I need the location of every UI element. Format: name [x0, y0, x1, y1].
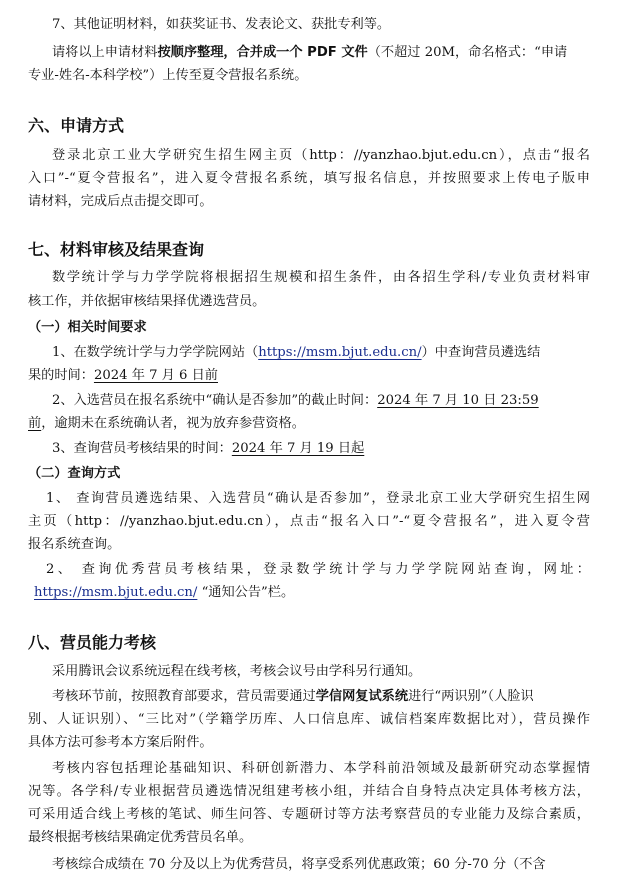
confirm-deadline-suffix: 前 — [28, 416, 42, 431]
section-8-para-3-line-1: 考核内容包括理论基础知识、科研创新潜力、本学科前沿领域及最新研究动态掌握情 — [52, 761, 590, 776]
chsi-retest-system: 学信网复试系统 — [315, 689, 409, 704]
section-8-para-3-line-4: 最终根据考核结果确定优秀营员名单。 — [28, 830, 253, 845]
section-8-para-4-line-1: 考核综合成绩在 70 分及以上为优秀营员，将享受系列优惠政策；60 分-70 分（不含 — [52, 857, 546, 872]
result-query-date: 2024 年 7 月 6 日前 — [93, 368, 218, 383]
section-6-heading: 六、申请方式 — [28, 116, 125, 135]
time-item-2-line-2: 前，逾期未在系统确认者，视为放弃参营资格。 — [28, 416, 305, 431]
section-8-para-2-line-1: 考核环节前，按照教育部要求，营员需要通过学信网复试系统进行“两识别”（人脸识 — [52, 689, 534, 704]
time-item-2-line-1: 2、入选营员在报名系统中“确认是否参加”的截止时间：2024 年 7 月 10 日 23:59 — [52, 393, 539, 408]
upload-instruction-line-2: 专业-姓名-本科学校”）上传至夏令营报名系统。 — [28, 68, 308, 83]
item-7-other-materials: 7、其他证明材料，如获奖证书、发表论文、获批专利等。 — [52, 17, 391, 32]
query-item-2-line-1: 2、 查询优秀营员考核结果，登录数学统计学与力学学院网站查询，网址： — [46, 562, 590, 577]
subsection-time-requirements: （一）相关时间要求 — [28, 320, 147, 335]
query-item-2-line-2: https://msm.bjut.edu.cn/ “通知公告”栏。 — [34, 585, 295, 600]
msm-website-link[interactable]: https://msm.bjut.edu.cn/ — [258, 345, 422, 360]
section-6-line-1: 登录北京工业大学研究生招生网主页（http：//yanzhao.bjut.edu.cn），点击“报名 — [52, 148, 590, 163]
section-8-para-2-line-2: 别、人证识别）、“三比对”（学籍学历库、人口信息库、诚信档案库数据比对），营员操作 — [28, 712, 590, 727]
section-8-heading: 八、营员能力考核 — [28, 633, 157, 652]
subsection-query-method: （二）查询方式 — [28, 466, 121, 481]
section-7-intro-line-1: 数学统计学与力学学院将根据招生规模和招生条件，由各招生学科/专业负责材料审 — [52, 270, 590, 285]
time-item-1-line-2: 果的时间：2024 年 7 月 6 日前 — [28, 368, 218, 383]
query-item-1-line-1: 1、 查询营员遴选结果、入选营员“确认是否参加”，登录北京工业大学研究生招生网 — [46, 491, 590, 506]
section-8-para-3-line-2: 况等。各学科/专业根据营员遴选情况组建考核小组，并结合自身特点决定具体考核方法， — [28, 784, 590, 799]
section-6-line-3: 请材料，完成后点击提交即可。 — [28, 194, 213, 209]
msm-website-link-2[interactable]: https://msm.bjut.edu.cn/ — [34, 585, 198, 600]
confirm-deadline: 2024 年 7 月 10 日 23:59 — [377, 393, 539, 408]
upload-instruction-line-1: 请将以上申请材料按顺序整理，合并成一个 PDF 文件（不超过 20M，命名格式：“申请 — [52, 45, 568, 60]
section-7-intro-line-2: 核工作，并依据审核结果择优遴选营员。 — [28, 294, 266, 309]
time-item-1-line-1: 1、在数学统计学与力学学院网站（https://msm.bjut.edu.cn/）中查询营员遴选结 — [52, 345, 541, 360]
section-6-line-2: 入口”-“夏令营报名”，进入夏令营报名系统，填写报名信息，并按照要求上传电子版申 — [28, 171, 590, 186]
query-item-1-line-2: 主页（http：//yanzhao.bjut.edu.cn），点击“报名入口”-“夏令营报名”，进入夏令营 — [28, 514, 590, 529]
time-item-3: 3、查询营员考核结果的时间：2024 年 7 月 19 日起 — [52, 441, 365, 456]
upload-emphasis: 按顺序整理，合并成一个 PDF 文件 — [157, 45, 368, 60]
query-item-1-line-3: 报名系统查询。 — [28, 537, 121, 552]
section-8-para-2-line-3: 具体方法可参考本方案后附件。 — [28, 735, 213, 750]
section-8-para-3-line-3: 可采用适合线上考核的笔试、师生问答、专题研讨等方法考察营员的专业能力及综合素质， — [28, 807, 590, 822]
section-7-heading: 七、材料审核及结果查询 — [28, 240, 205, 259]
section-8-para-1: 采用腾讯会议系统远程在线考核，考核会议号由学科另行通知。 — [52, 664, 422, 679]
assessment-result-date: 2024 年 7 月 19 日起 — [231, 441, 365, 456]
